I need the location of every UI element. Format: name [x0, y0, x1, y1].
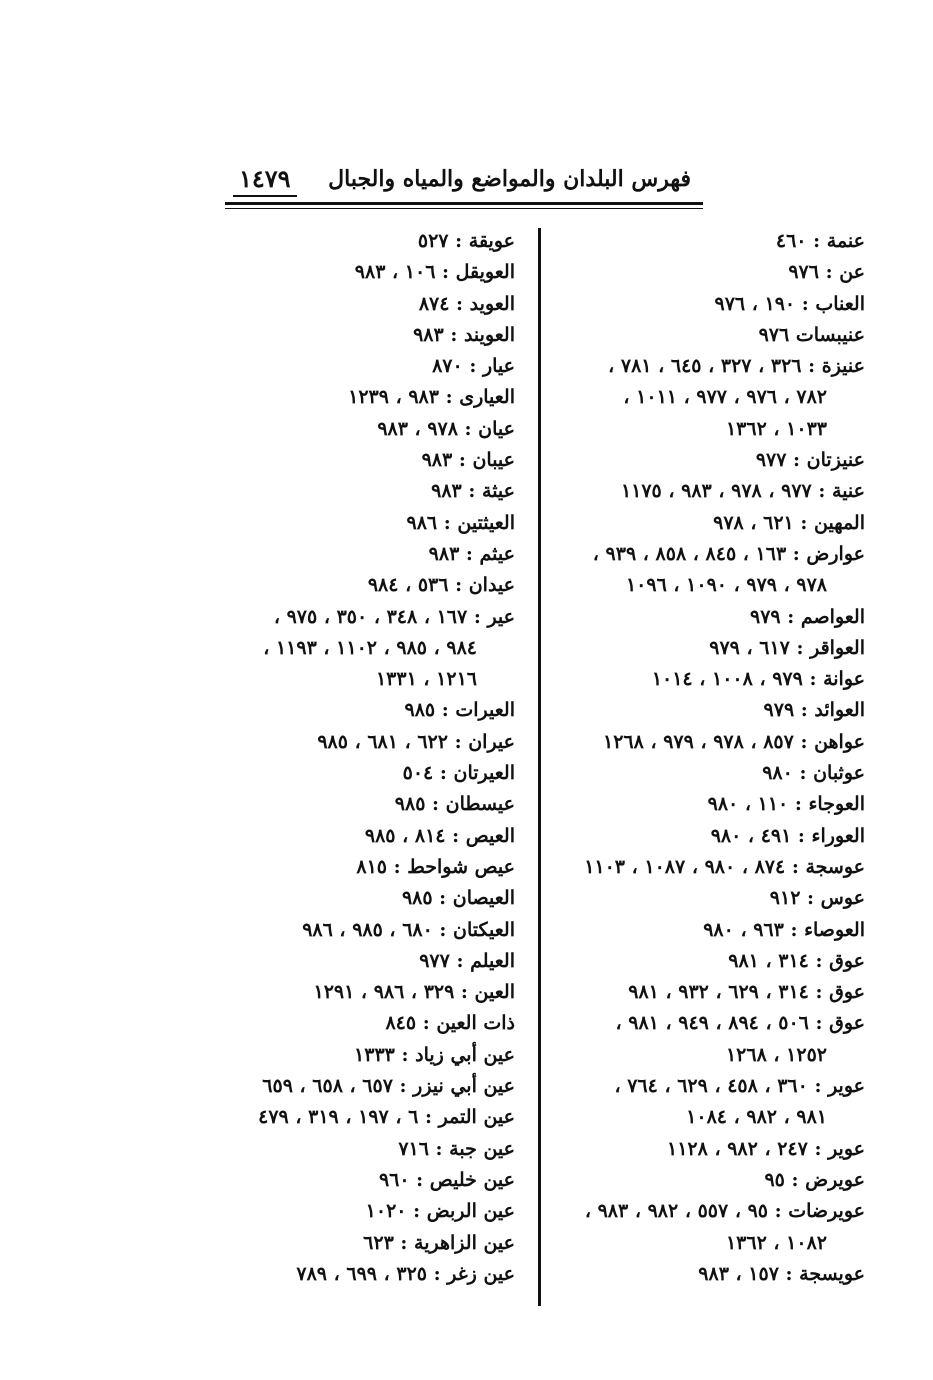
index-entry: عوانة : ٩٧٩ ، ١٠٠٨ ، ١٠١٤: [651, 668, 865, 691]
index-entry: العويد : ٨٧٤: [418, 292, 515, 315]
index-entry: العناب : ١٩٠ ، ٩٧٦: [714, 292, 865, 315]
index-entry-continuation: ١٠٨٢ ، ١٣٦٢: [725, 1231, 827, 1254]
index-entry: عن : ٩٧٦: [788, 261, 865, 284]
index-entry: عوير : ٢٤٧ ، ٩٨٢ ، ١١٢٨: [667, 1137, 865, 1160]
index-entry: عنيبسات ٩٧٦: [758, 323, 865, 346]
index-entry: عيدان : ٥٣٦ ، ٩٨٤: [367, 574, 515, 597]
index-entry: عوس : ٩١٢: [769, 887, 865, 910]
index-entry: عوق : ٣١٤ ، ٩٨١: [728, 949, 865, 972]
index-entry: العويند : ٩٨٣: [413, 323, 515, 346]
index-entry-continuation: ٩٨٤ ، ٩٨٥ ، ١١٠٢ ، ١١٩٣ ،: [263, 636, 477, 659]
index-entry: عين خليص : ٩٦٠: [378, 1168, 515, 1191]
index-entry: العين : ٣٢٩ ، ٩٨٦ ، ١٢٩١: [313, 981, 515, 1004]
index-entry: عين الربض : ١٠٢٠: [365, 1200, 515, 1223]
index-entry: عين زغر : ٣٢٥ ، ٦٩٩ ، ٧٨٩: [296, 1262, 515, 1285]
index-entry: عوير : ٣٦٠ ، ٤٥٨ ، ٦٢٩ ، ٧٦٤ ،: [614, 1075, 865, 1098]
page-number: ١٤٧٩: [233, 164, 297, 197]
index-entry: العوصاء : ٩٦٣ ، ٩٨٠: [703, 918, 865, 941]
index-entry: عوق : ٣١٤ ، ٦٢٩ ، ٩٣٢ ، ٩٨١: [628, 981, 865, 1004]
index-entry: العيكتان : ٦٨٠ ، ٩٨٥ ، ٩٨٦: [302, 918, 515, 941]
index-entry: عويرض : ٩٥: [764, 1168, 865, 1191]
index-entry: العيثتين : ٩٨٦: [406, 511, 515, 534]
index-entry: عنمة : ٤٦٠: [775, 230, 865, 252]
index-entry: العوجاء : ١١٠ ، ٩٨٠: [707, 793, 865, 816]
index-entry: العيصان : ٩٨٥: [401, 887, 515, 910]
index-entry: عوارض : ١٦٣ ، ٨٤٥ ، ٨٥٨ ، ٩٣٩ ،: [592, 542, 865, 565]
index-entry: عين أبي زياد : ١٣٣٣: [354, 1043, 515, 1066]
index-entry: عواهن : ٨٥٧ ، ٩٧٨ ، ٩٧٩ ، ١٢٦٨: [603, 730, 865, 753]
index-entry-continuation: ١٢١٦ ، ١٣٣١: [375, 668, 477, 691]
page-header: [225, 160, 703, 200]
index-entry: عير : ١٦٧ ، ٣٤٨ ، ٣٥٠ ، ٩٧٥ ،: [273, 605, 515, 628]
page-title: فهرس البلدان والمواضع والمياه والجبال: [328, 166, 691, 192]
index-entry: العيرتان : ٥٠٤: [402, 762, 515, 785]
index-entry: عويسجة : ١٥٧ ، ٩٨٣: [698, 1262, 865, 1285]
index-entry: العيرات : ٩٨٥: [404, 699, 515, 722]
index-entry: عنيزتان : ٩٧٧: [755, 449, 865, 472]
index-entry: عيبان : ٩٨٣: [421, 449, 515, 472]
index-entry-continuation: ٩٧٨ ، ٩٧٩ ، ١٠٩٠ ، ١٠٩٦: [625, 574, 827, 597]
index-entry: عيران : ٦٢٢ ، ٦٨١ ، ٩٨٥: [317, 730, 515, 753]
index-entry: عوسجة : ٨٧٤ ، ٩٨٠ ، ١٠٨٧ ، ١١٠٣: [584, 855, 865, 878]
index-entry: عنية : ٩٧٧ ، ٩٧٨ ، ٩٨٣ ، ١١٧٥: [620, 480, 865, 503]
index-entry: عويرضات : ٩٥ ، ٥٥٧ ، ٩٨٢ ، ٩٨٣ ،: [584, 1200, 865, 1223]
index-entry: المهين : ٦٢١ ، ٩٧٨: [713, 511, 865, 534]
column-divider: [538, 228, 541, 1306]
index-entry: عوثبان : ٩٨٠: [762, 762, 865, 785]
index-entry: عيار : ٨٧٠: [432, 355, 515, 378]
index-entry-continuation: ١٠٣٣ ، ١٣٦٢: [725, 417, 827, 440]
index-entry-continuation: ٧٨٢ ، ٩٧٦ ، ٩٧٧ ، ١٠١١ ،: [623, 386, 827, 409]
index-entry-continuation: ٩٨١ ، ٩٨٢ ، ١٠٨٤: [686, 1106, 827, 1129]
index-entry: العيص : ٨١٤ ، ٩٨٥: [364, 824, 515, 847]
index-entry: عيثم : ٩٨٣: [428, 542, 515, 565]
index-entry: العواقر : ٦١٧ ، ٩٧٩: [709, 636, 865, 659]
header-rule: [225, 202, 703, 205]
index-entry-continuation: ١٢٥٢ ، ١٢٦٨: [725, 1043, 827, 1066]
index-entry: عين أبي نيزر : ٦٥٧ ، ٦٥٨ ، ٦٥٩: [262, 1075, 515, 1098]
index-entry: عوق : ٥٠٦ ، ٨٩٤ ، ٩٤٩ ، ٩٨١ ،: [615, 1012, 865, 1035]
index-entry: عين الزاهرية : ٦٢٣: [363, 1231, 515, 1254]
right-column: [565, 226, 865, 1290]
header-rule-thin: [225, 208, 703, 209]
index-entry: العوائد : ٩٧٩: [763, 699, 865, 722]
left-column: [215, 226, 515, 1290]
index-entry: عين جبة : ٧١٦: [398, 1137, 515, 1160]
index-entry: عيسطان : ٩٨٥: [394, 793, 515, 816]
index-entry: العواصم : ٩٧٩: [750, 605, 865, 628]
index-entry: عيان : ٩٧٨ ، ٩٨٣: [377, 417, 515, 440]
index-entry: العويقل : ١٠٦ ، ٩٨٣: [354, 261, 515, 284]
index-entry: العيارى : ٩٨٣ ، ١٢٣٩: [348, 386, 515, 409]
index-entry: عنيزة : ٣٢٦ ، ٣٢٧ ، ٦٤٥ ، ٧٨١ ،: [608, 355, 865, 378]
index-entry: عويقة : ٥٢٧: [417, 230, 515, 252]
index-entry: عيثة : ٩٨٣: [431, 480, 515, 503]
index-entry: العيلم : ٩٧٧: [419, 949, 515, 972]
index-entry: العوراء : ٤٩١ ، ٩٨٠: [710, 824, 865, 847]
index-entry: ذات العين : ٨٤٥: [385, 1012, 515, 1035]
index-entry: عيص شواحط : ٨١٥: [356, 855, 515, 878]
index-entry: عين التمر : ٦ ، ١٩٧ ، ٣١٩ ، ٤٧٩: [258, 1106, 515, 1129]
